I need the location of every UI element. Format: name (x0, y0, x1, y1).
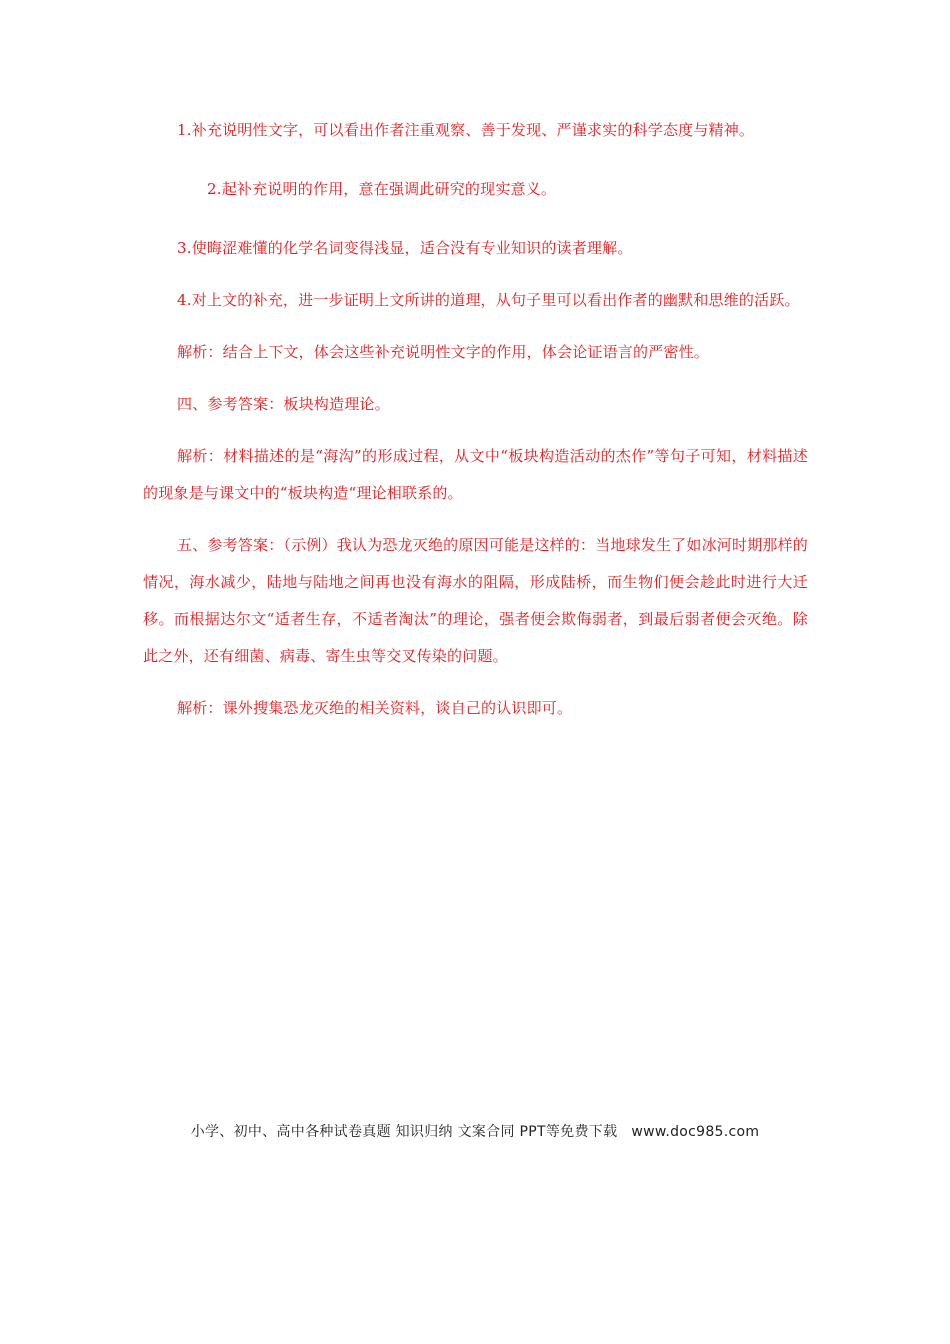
answer-item-1: 1.补充说明性文字，可以看出作者注重观察、善于发现、严谨求实的科学态度与精神。 (177, 121, 755, 139)
footer-text: 小学、初中、高中各种试卷真题 知识归纳 文案合同 PPT等免费下载 (190, 1124, 618, 1140)
answer-section-5: 五、参考答案：（示例）我认为恐龙灭绝的原因可能是这样的：当地球发生了如冰河时期那样的情况，海水减少，陆地与陆地之间再也没有海水的阻隔，形成陆桥，而生物们便会趁此时进行大迁移。而根据达尔文“适者生存，不适者淘汰”的理论，强者便会欺侮弱者，到最后弱者便会灭绝。除此之外，还有细菌、病毒、寄生虫等交叉传染的问题。 (143, 536, 808, 665)
answer-item-3: 3.使晦涩难懂的化学名词变得浅显，适合没有专业知识的读者理解。 (177, 239, 633, 257)
analysis-paragraph-3: 解析：课外搜集恐龙灭绝的相关资料，谈自己的认识即可。 (177, 699, 573, 717)
answer-section-4: 四、参考答案：板块构造理论。 (177, 395, 390, 413)
analysis-paragraph-1: 解析：结合上下文，体会这些补充说明性文字的作用，体会论证语言的严密性。 (177, 343, 710, 361)
analysis-paragraph-2: 解析：材料描述的是“海沟”的形成过程，从文中“板块构造活动的杰作”等句子可知，材料描述的现象是与课文中的“板块构造“理论相联系的。 (143, 447, 808, 502)
page-footer (0, 1121, 950, 1141)
answer-item-4: 4.对上文的补充，进一步证明上文所讲的道理，从句子里可以看出作者的幽默和思维的活跃。 (177, 291, 800, 309)
footer-url-link[interactable]: www.doc985.com (631, 1124, 760, 1140)
answer-item-2: 2.起补充说明的作用，意在强调此研究的现实意义。 (207, 180, 557, 198)
answer-content (143, 112, 808, 742)
